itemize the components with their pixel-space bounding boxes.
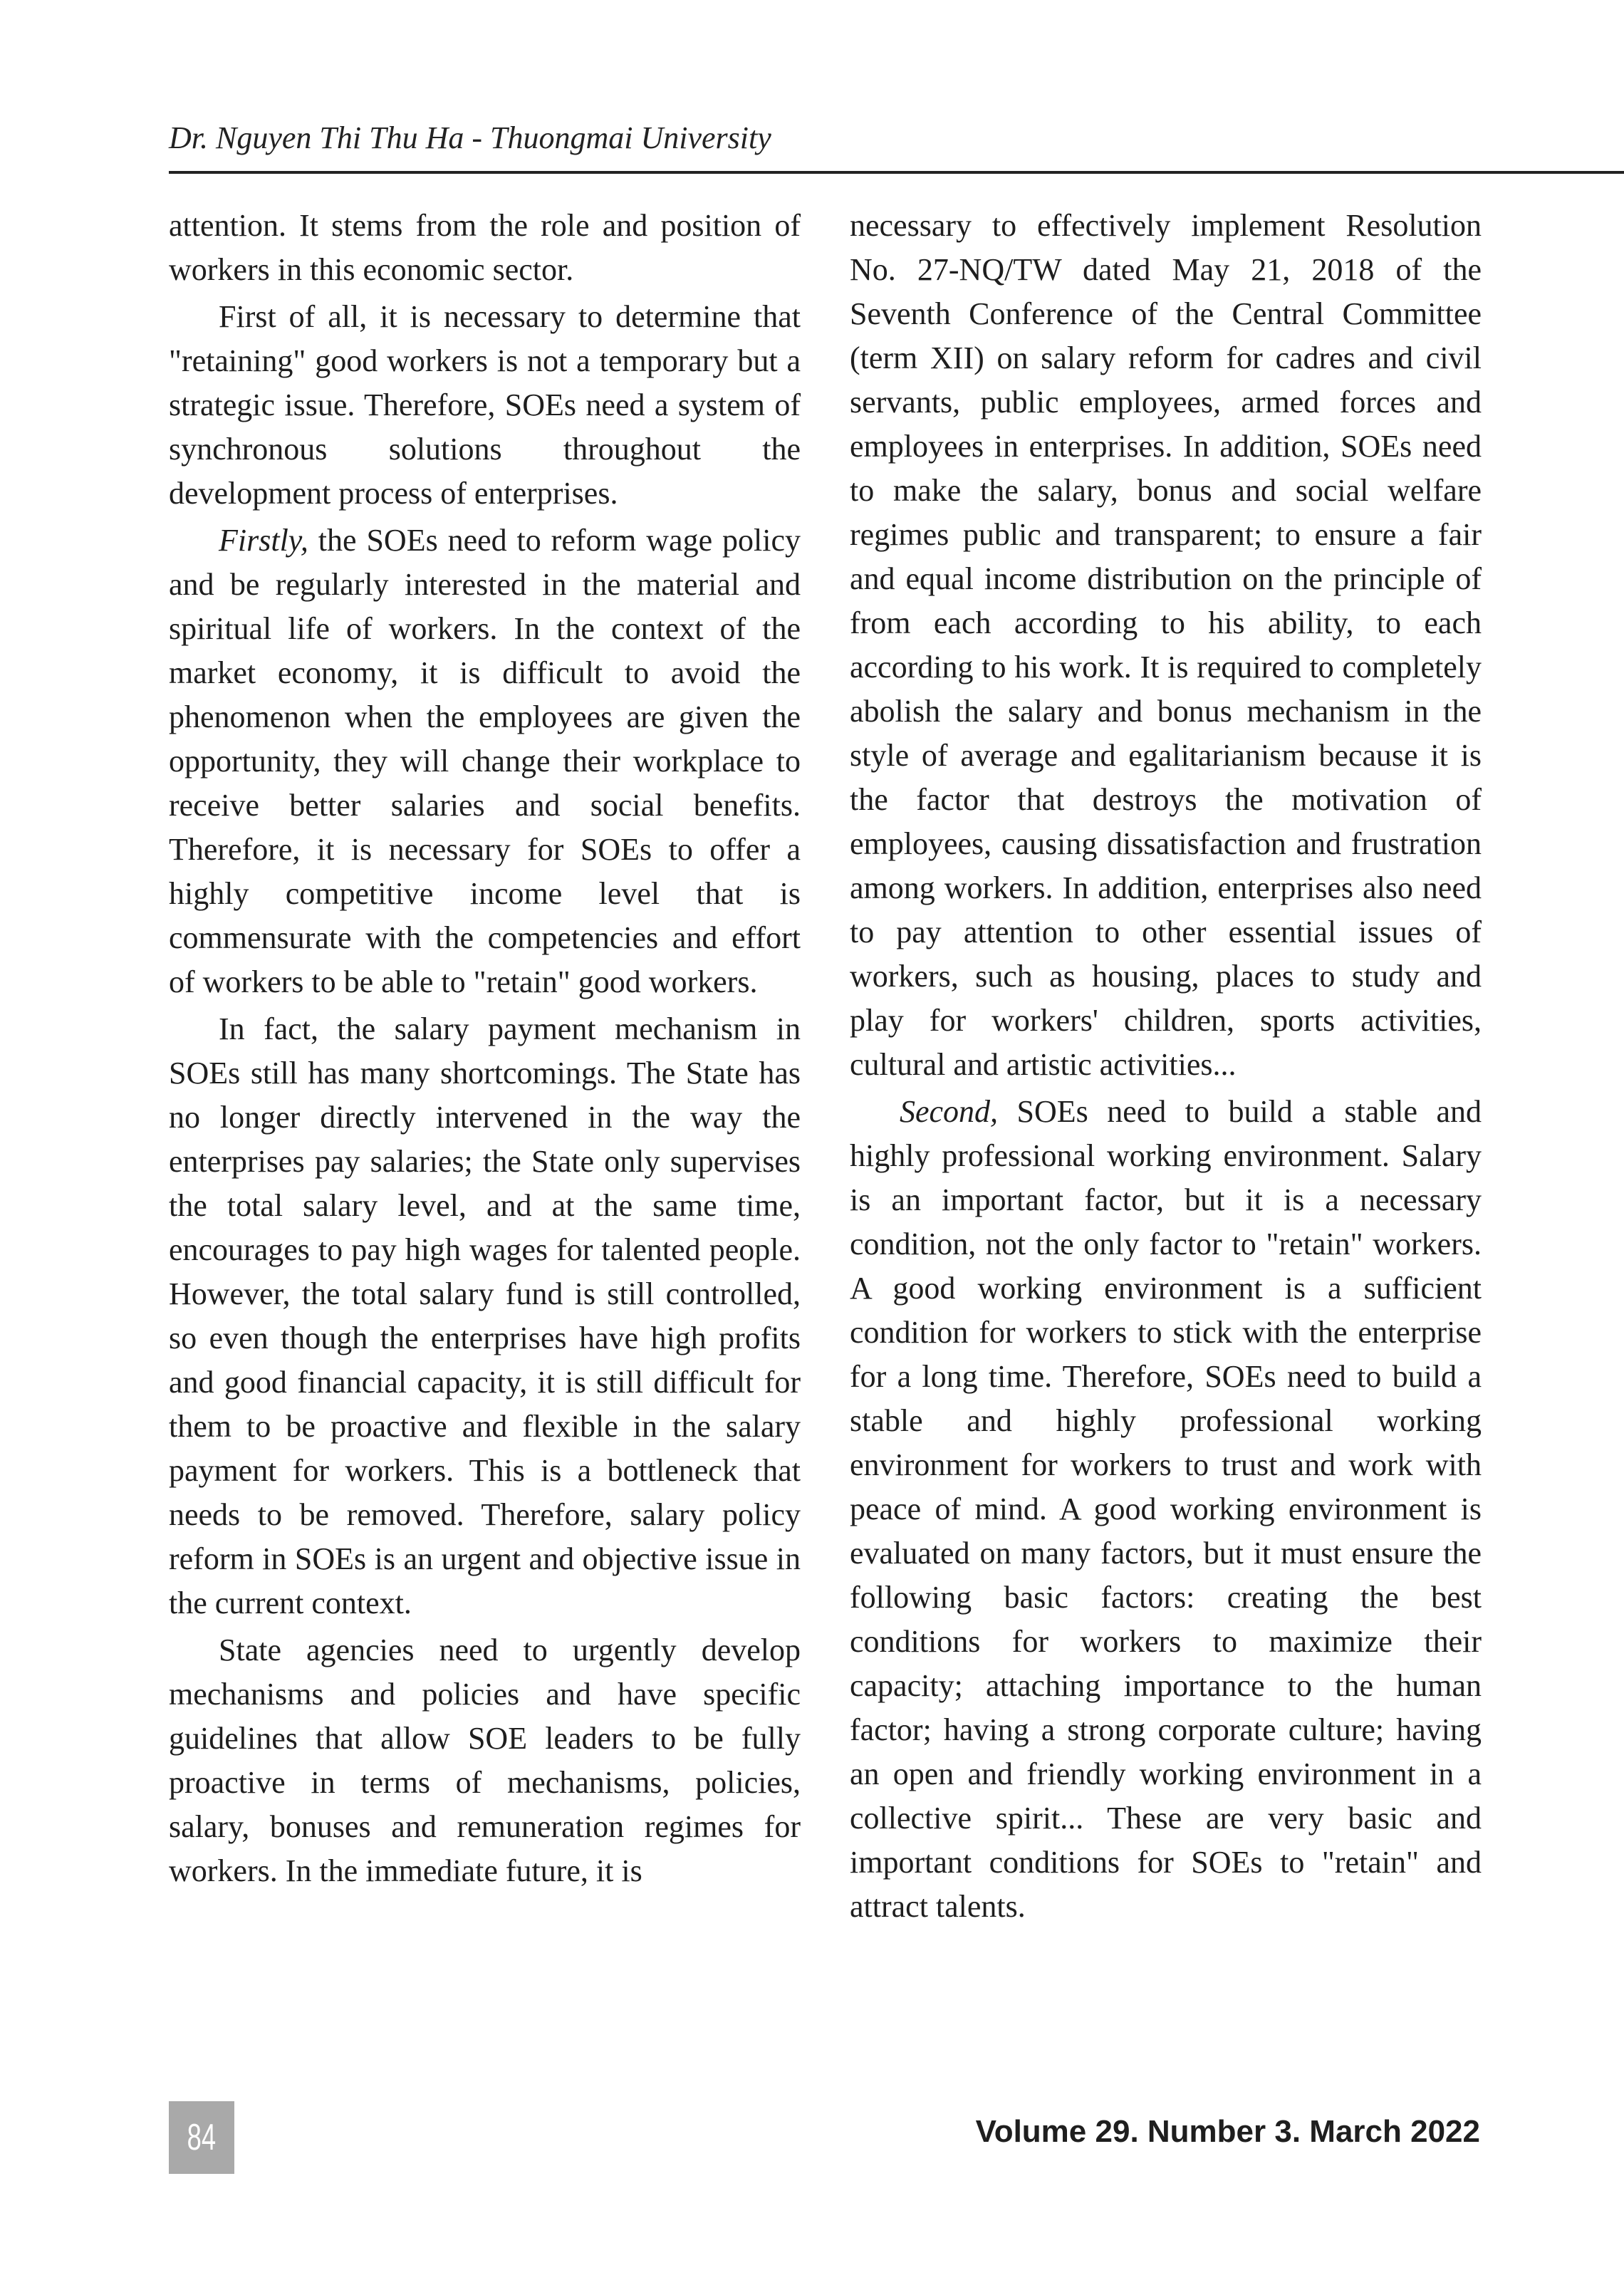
header-divider (169, 171, 1624, 174)
right-column (850, 204, 1482, 1932)
paragraph: In fact, the salary payment mechanism in SOEs still has many shortcomings. The State has no longer directly intervened in the way the enterprises pay salaries; the State only supervises the total salary level, and at the same time, encourages to pay high wages for talented people. However, the total salary fund is still controlled, so even though the enterprises have high profits and good financial capacity, it is still difficult for them to be proactive and flexible in the salary payment for workers. This is a bottleneck that needs to be removed. Therefore, salary policy reform in SOEs is an urgent and objective issue in the current context. (169, 1011, 801, 1620)
paragraph-lead: Firstly, (219, 523, 308, 558)
paragraph-text: SOEs need to build a stable and highly professional working environment. Salary is an important factor, but it is a necessary condition, not the only factor to "retain" workers. A good working environment is a sufficient condition for workers to stick with the enterprise for a long time. Therefore, SOEs need to build a stable and highly professional working environment for workers to trust and work with peace of mind. A good working environment is evaluated on many factors, but it must ensure the following basic factors: creating the best conditions for workers to maximize their capacity; attaching importance to the human factor; having a strong corporate culture; having an open and friendly working environment in a collective spirit... These are very basic and important conditions for SOEs to "retain" and attract talents. (850, 1094, 1482, 1924)
paragraph-text: the SOEs need to reform wage policy and be regularly interested in the material and spiritual life of workers. In the context of the market economy, it is difficult to avoid the phenomenon when the employees are given the opportunity, they will change their workplace to receive better salaries and social benefits. Therefore, it is necessary for SOEs to offer a highly competitive income level that is commensurate with the competencies and effort of workers to be able to "retain" good workers. (169, 523, 801, 999)
paragraph: State agencies need to urgently develop mechanisms and policies and have specific guidelines that allow SOE leaders to be fully proactive in terms of mechanisms, policies, salary, bonuses and remuneration regimes for workers. In the immediate future, it is (169, 1633, 801, 1888)
paragraph (169, 519, 801, 1004)
paragraph: First of all, it is necessary to determine that "retaining" good workers is not a temporary but a strategic issue. Therefore, SOEs need a system of synchronous solutions throughout the development process of enterprises. (169, 299, 801, 511)
paragraph: necessary to effectively implement Resolution No. 27-NQ/TW dated May 21, 2018 of the Seventh Conference of the Central Committee (term XII) on salary reform for cadres and civil servants, public employees, armed forces and employees in enterprises. In addition, SOEs need to make the salary, bonus and social welfare regimes public and transparent; to ensure a fair and equal income distribution on the principle of from each according to his ability, to each according to his work. It is required to completely abolish the salary and bonus mechanism in the style of average and egalitarianism because it is the factor that destroys the motivation of employees, causing dissatisfaction and frustration among workers. In addition, enterprises also need to pay attention to other essential issues of workers, such as housing, places to study and play for workers' children, sports activities, cultural and artistic activities... (850, 208, 1482, 1082)
volume-info: Volume 29. Number 3. March 2022 (975, 2114, 1480, 2149)
paragraph: attention. It stems from the role and position of workers in this economic sector. (169, 208, 801, 287)
running-header: Dr. Nguyen Thi Thu Ha - Thuongmai University (169, 120, 771, 155)
paragraph (850, 1090, 1482, 1929)
left-column (169, 204, 801, 1896)
page-number: 84 (187, 2117, 217, 2158)
paragraph-lead: Second, (900, 1094, 999, 1129)
page-number-box (169, 2101, 234, 2174)
